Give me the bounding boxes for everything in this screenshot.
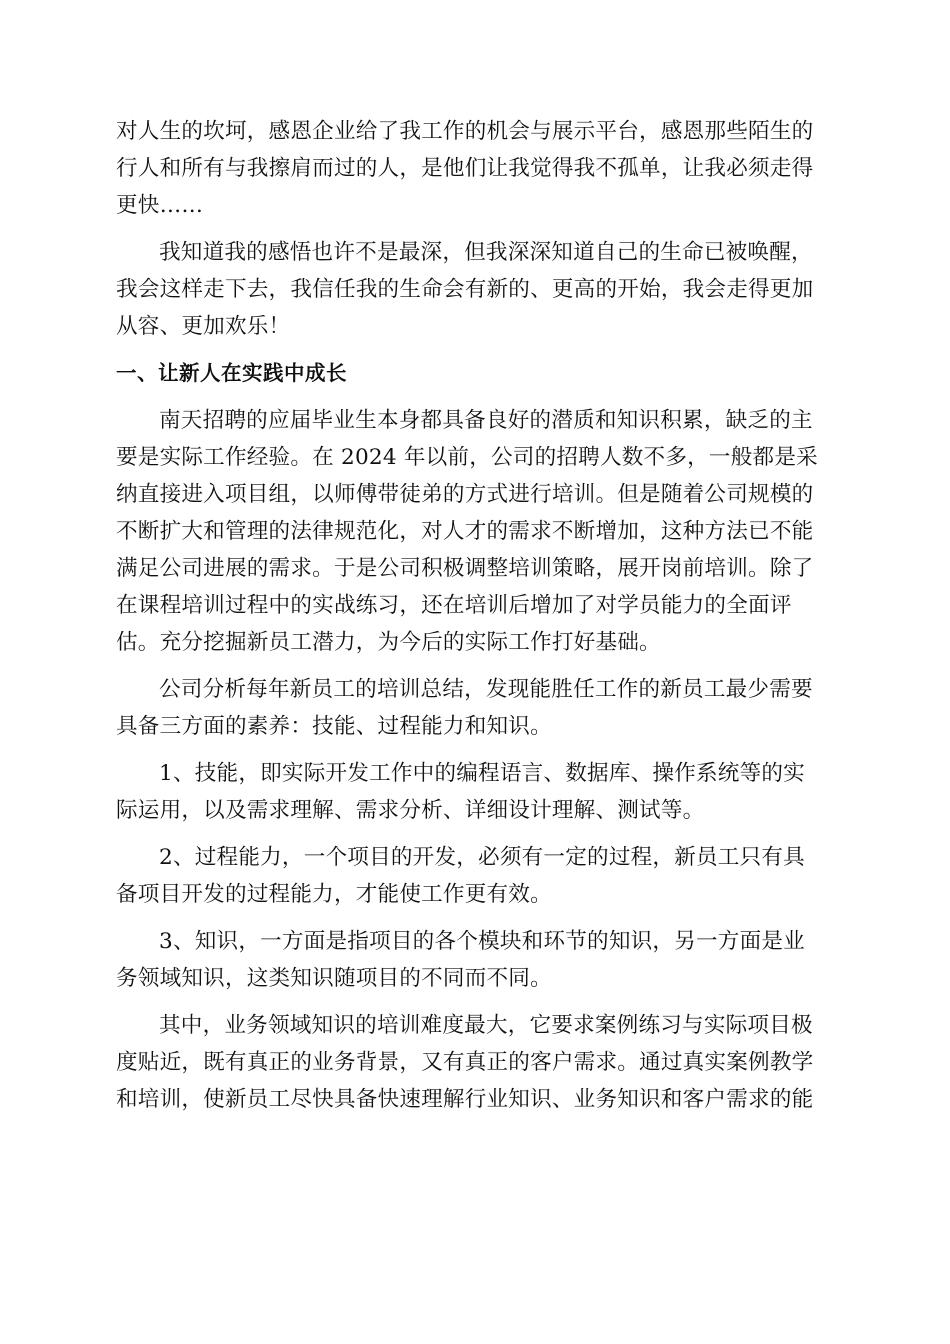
paragraph-awakening	[116, 234, 836, 345]
paragraph-recruitment	[116, 402, 836, 661]
text-line: 对人生的坎坷，感恩企业给了我工作的机会与展示平台，感恩那些陌生的	[116, 119, 814, 144]
text-line: 务领域知识，这类知识随项目的不同而不同。	[116, 966, 552, 991]
text-line: 在课程培训过程中的实战练习，还在培训后增加了对学员能力的全面评	[116, 593, 792, 618]
text-line: 其中，业务领域知识的培训难度最大，它要求案例练习与实际项目极	[159, 1013, 813, 1038]
document-page	[116, 113, 836, 1128]
paragraph-item-process	[116, 839, 836, 913]
text-line: 公司分析每年新员工的培训总结，发现能胜任工作的新员工最少需要	[159, 677, 813, 702]
text-line: 不断扩大和管理的法律规范化，对人才的需求不断增加，这种方法已不能	[116, 519, 814, 544]
paragraph-gratitude	[116, 113, 836, 224]
text-line: 我知道我的感悟也许不是最深，但我深深知道自己的生命已被唤醒，	[159, 240, 813, 265]
text-line: 际运用，以及需求理解、需求分析、详细设计理解、测试等。	[116, 798, 705, 823]
text-line: 纳直接进入项目组，以师傅带徒弟的方式进行培训。但是随着公司规模的	[116, 482, 814, 507]
paragraph-item-knowledge	[116, 923, 836, 997]
text-line: 和培训，使新员工尽快具备快速理解行业知识、业务知识和客户需求的能	[116, 1087, 814, 1112]
text-line: 具备三方面的素养：技能、过程能力和知识。	[116, 714, 552, 739]
paragraph-item-skills	[116, 755, 836, 829]
text-line: 估。充分挖掘新员工潜力，为今后的实际工作打好基础。	[116, 630, 661, 655]
section-heading	[116, 355, 836, 392]
text-line: 我会这样走下去，我信任我的生命会有新的、更高的开始，我会走得更加	[116, 277, 814, 302]
paragraph-analysis	[116, 671, 836, 745]
section-heading-text: 一、让新人在实践中成长	[116, 361, 347, 385]
text-line: 要是实际工作经验。在 2024 年以前，公司的招聘人数不多，一般都是采	[116, 445, 818, 470]
text-line: 度贴近，既有真正的业务背景，又有真正的客户需求。通过真实案例教学	[116, 1050, 814, 1075]
text-line: 满足公司进展的需求。于是公司积极调整培训策略，展开岗前培训。除了	[116, 556, 814, 581]
text-line: 3、知识，一方面是指项目的各个模块和环节的知识，另一方面是业	[159, 929, 805, 954]
text-line: 2、过程能力，一个项目的开发，必须有一定的过程，新员工只有具	[159, 845, 805, 870]
text-line: 更快……	[116, 193, 204, 218]
text-line: 1、技能，即实际开发工作中的编程语言、数据库、操作系统等的实	[159, 761, 805, 786]
text-line: 南天招聘的应届毕业生本身都具备良好的潜质和知识积累，缺乏的主	[159, 408, 813, 433]
text-line: 从容、更加欢乐！	[116, 314, 291, 339]
paragraph-domain-training	[116, 1007, 836, 1118]
text-line: 行人和所有与我擦肩而过的人，是他们让我觉得我不孤单，让我必须走得	[116, 156, 814, 181]
text-line: 备项目开发的过程能力，才能使工作更有效。	[116, 882, 552, 907]
